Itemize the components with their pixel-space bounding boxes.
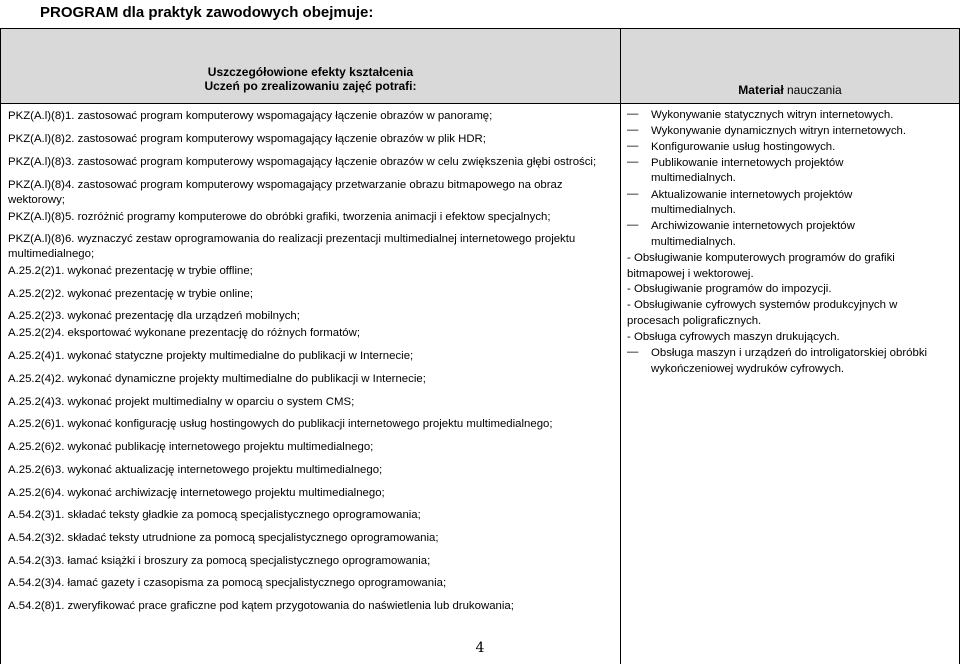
dash-marker: —: [627, 140, 639, 152]
page-number: 4: [475, 640, 485, 656]
header-effects-line1: Uszczegółowione efekty kształcenia: [207, 65, 414, 79]
effect-item: A.54.2(8)1. zweryfikować prace graficzne pod kątem przygotowania do naświetlenia lub drukowania;: [8, 600, 514, 612]
material-item: Wykonywanie statycznych witryn internetowych.: [651, 109, 894, 121]
material-item: Obsługa maszyn i urządzeń do introligatorskiej obróbki: [651, 347, 928, 359]
material-item: wykończeniowej wydruków cyfrowych.: [651, 363, 845, 375]
effect-item: PKZ(A.l)(8)4. zastosować program komputerowy wspomagający przetwarzanie obrazu bitmapowego na obraz wektorowy;: [8, 179, 563, 206]
effect-item: PKZ(A.l)(8)5. rozróżnić programy komputerowe do obróbki grafiki, tworzenia animacji i efektow specjalnych;: [8, 211, 551, 223]
effect-item: A.25.2(2)1. wykonać prezentację w trybie offline;: [8, 265, 253, 277]
effect-item: A.25.2(2)2. wykonać prezentację w trybie online;: [8, 288, 254, 300]
effect-item: A.25.2(4)1. wykonać statyczne projekty multimedialne do publikacji w Internecie;: [8, 350, 414, 362]
material-line: - Obsługiwanie programów do impozycji.: [627, 283, 832, 295]
material-item: Konfigurowanie usług hostingowych.: [651, 141, 836, 153]
dash-marker: —: [627, 124, 639, 136]
effect-item: A.54.2(3)1. składać teksty gładkie za pomocą specjalistycznego oprogramowania;: [8, 509, 421, 521]
effect-item: A.25.2(2)4. eksportować wykonane prezentację do różnych formatów;: [8, 327, 361, 339]
program-table: [0, 28, 960, 664]
effect-item: A.54.2(3)2. składać teksty utrudnione za pomocą specjalistycznego oprogramowania;: [8, 532, 439, 544]
effect-item: A.25.2(4)3. wykonać projekt multimedialny w oparciu o system CMS;: [8, 396, 355, 408]
header-effects-line2: Uczeń po zrealizowaniu zajęć potrafi:: [204, 79, 417, 93]
material-item: Archiwizowanie internetowych projektów: [651, 220, 855, 232]
effect-item: A.54.2(3)4. łamać gazety i czasopisma za pomocą specjalistycznego oprogramowania;: [8, 577, 447, 589]
material-line: procesach poligraficznych.: [627, 315, 762, 327]
material-line: bitmapowej i wektorowej.: [627, 268, 754, 280]
material-item: multimedialnych.: [651, 172, 736, 184]
material-column: [621, 104, 959, 664]
material-item: Aktualizowanie internetowych projektów: [651, 189, 853, 201]
dash-marker: —: [627, 219, 639, 231]
header-material-cell: [621, 29, 959, 103]
dash-marker: —: [627, 188, 639, 200]
header-material-rest: nauczania: [783, 83, 842, 97]
page-heading: PROGRAM dla praktyk zawodowych obejmuje:: [40, 4, 374, 21]
table-body-row: [1, 104, 959, 664]
material-item: Publikowanie internetowych projektów: [651, 157, 844, 169]
table-header-row: [1, 29, 959, 104]
dash-marker: —: [627, 346, 639, 358]
dash-marker: —: [627, 156, 639, 168]
material-item: multimedialnych.: [651, 204, 736, 216]
effect-item: A.25.2(6)1. wykonać konfigurację usług hostingowych do publikacji internetowego projektu multimedialnego;: [8, 418, 553, 430]
dash-marker: —: [627, 108, 639, 120]
effect-item: A.25.2(6)4. wykonać archiwizację internetowego projektu multimedialnego;: [8, 487, 385, 499]
material-item: multimedialnych.: [651, 236, 736, 248]
header-effects-cell: [1, 29, 621, 103]
effect-item: A.25.2(2)3. wykonać prezentację dla urządzeń mobilnych;: [8, 310, 300, 322]
effect-item: PKZ(A.l)(8)1. zastosować program komputerowy wspomagający łączenie obrazów w panoramę;: [8, 110, 493, 122]
header-material-bold: Materiał: [738, 83, 784, 97]
effect-item: A.25.2(6)3. wykonać aktualizację internetowego projektu multimedialnego;: [8, 464, 383, 476]
material-line: - Obsługiwanie cyfrowych systemów produkcyjnych w: [627, 299, 898, 311]
material-item: Wykonywanie dynamicznych witryn internetowych.: [651, 125, 907, 137]
effect-item: A.25.2(6)2. wykonać publikację internetowego projektu multimedialnego;: [8, 441, 374, 453]
effect-item: PKZ(A.l)(8)6. wyznaczyć zestaw oprogramowania do realizacji prezentacji multimedialnej internetowego projektu multimedialnego;: [8, 233, 576, 260]
effect-item: PKZ(A.l)(8)2. zastosować program komputerowy wspomagający łączenie obrazów w plik HDR;: [8, 133, 486, 145]
effect-item: PKZ(A.l)(8)3. zastosować program komputerowy wspomagający łączenie obrazów w celu zwiększenia głębi ostrości;: [8, 156, 597, 168]
effects-column: [1, 104, 621, 664]
effect-item: A.25.2(4)2. wykonać dynamiczne projekty multimedialne do publikacji w Internecie;: [8, 373, 426, 385]
effect-item: A.54.2(3)3. łamać książki i broszury za pomocą specjalistycznego oprogramowania;: [8, 555, 431, 567]
material-line: - Obsługiwanie komputerowych programów do grafiki: [627, 252, 895, 264]
material-line: - Obsługa cyfrowych maszyn drukujących.: [627, 331, 840, 343]
